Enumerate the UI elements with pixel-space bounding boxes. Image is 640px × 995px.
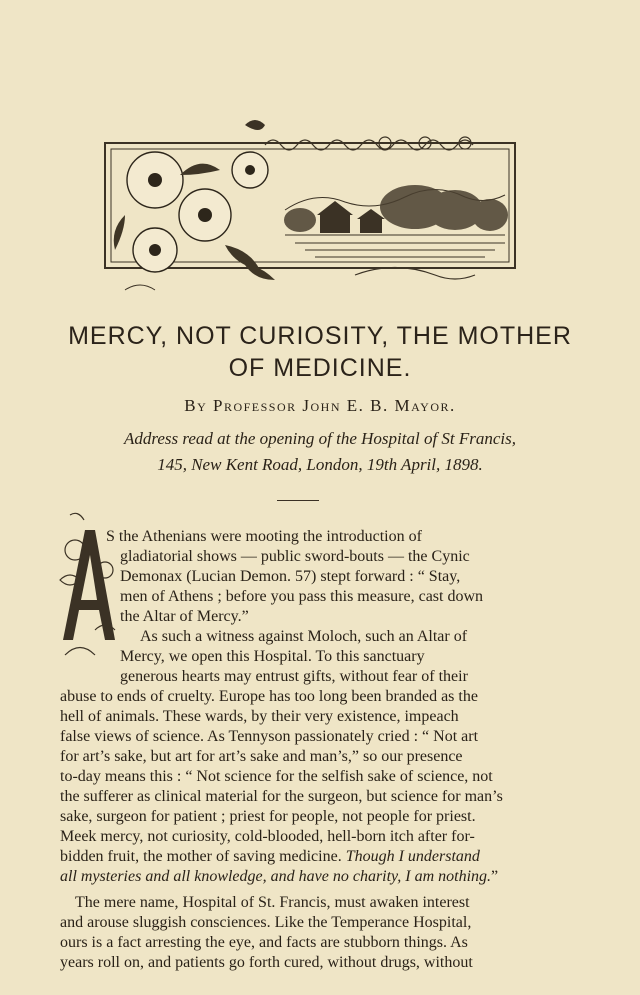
body-line: to-day means this : “ Not science for the selfish sake of science, not [60, 768, 493, 785]
floral-landscape-vignette-icon [85, 115, 520, 305]
occasion-line-1: Address read at the opening of the Hospital of St Francis, [123, 429, 517, 448]
body-line: years roll on, and patients go forth cured, without drugs, without [60, 954, 473, 971]
section-divider [277, 500, 319, 501]
body-line: and arouse sluggish consciences. Like the Temperance Hospital, [60, 914, 472, 931]
body-line: generous hearts may entrust gifts, without fear of their [120, 668, 468, 685]
body-line: Demonax (Lucian Demon. 57) stept forward : “ Stay, [120, 568, 461, 585]
author-byline: By Professor John E. B. Mayor. [184, 396, 456, 415]
body-line: sake, surgeon for patient ; priest for people, not people for priest. [60, 808, 476, 825]
body-line: gladiatorial shows — public sword-bouts — the Cynic [120, 548, 470, 565]
body-line: all mysteries and all knowledge, and have no charity, I am nothing.” [60, 868, 499, 885]
title-line-2: OF MEDICINE. [228, 354, 412, 382]
body-line: for art’s sake, but art for art’s sake and man’s,” so our presence [60, 748, 463, 765]
body-line: hell of animals. These wards, by their very existence, impeach [60, 708, 459, 725]
body-line: bidden fruit, the mother of saving medicine. Though I understand [60, 848, 480, 865]
body-line: ours is a fact arresting the eye, and facts are stubborn things. As [60, 934, 468, 951]
body-line: Meek mercy, not curiosity, cold-blooded, hell-born itch after for- [60, 828, 475, 845]
body-line: false views of science. As Tennyson passionately cried : “ Not art [60, 728, 479, 745]
body-line: the Altar of Mercy.” [120, 608, 249, 625]
body-line: Mercy, we open this Hospital. To this sanctuary [120, 648, 425, 665]
body-line: As such a witness against Moloch, such an Altar of [140, 628, 468, 645]
body-line: men of Athens ; before you pass this measure, cast down [120, 588, 484, 605]
body-line: the sufferer as clinical material for the surgeon, but science for man’s [60, 788, 503, 805]
title-line-1: MERCY, NOT CURIOSITY, THE MOTHER [68, 322, 572, 350]
body-line: S the Athenians were mooting the introduction of [106, 528, 422, 545]
body-line: The mere name, Hospital of St. Francis, must awaken interest [75, 894, 470, 911]
occasion-line-2: 145, New Kent Road, London, 19th April, 1898. [157, 455, 483, 474]
body-line: abuse to ends of cruelty. Europe has too long been branded as the [60, 688, 478, 705]
